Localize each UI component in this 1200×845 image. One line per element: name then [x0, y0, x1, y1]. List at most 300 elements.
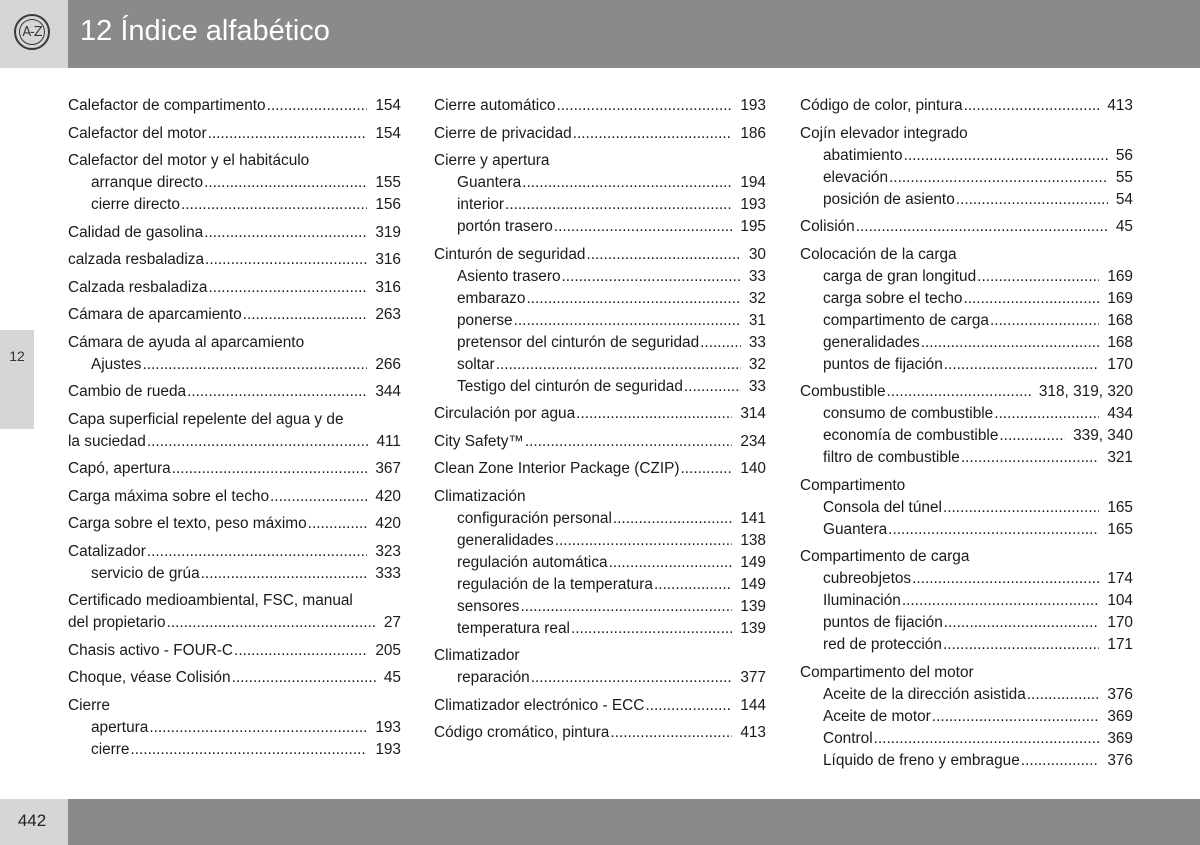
index-page-ref: 144 — [740, 696, 766, 714]
index-term: compartimento de carga — [823, 311, 989, 329]
dot-leader — [208, 123, 368, 145]
index-term: generalidades — [823, 333, 920, 351]
index-subentry — [434, 376, 766, 398]
index-subentry — [800, 288, 1133, 310]
index-term: interior — [457, 196, 505, 213]
index-term: Choque, véase Colisión — [68, 669, 231, 686]
index-term: calzada resbaladiza — [68, 251, 205, 268]
index-term: economía de combustible — [823, 427, 999, 444]
index-subentry — [434, 574, 766, 596]
index-term: Iluminación — [823, 592, 901, 609]
dot-leader — [961, 447, 1099, 469]
index-page-ref: 149 — [740, 553, 766, 571]
index-term: Guantera — [823, 520, 888, 538]
index-entry — [434, 458, 766, 480]
index-term: Ajustes — [91, 355, 142, 373]
index-heading: Climatizador — [434, 647, 520, 664]
index-page-ref: 434 — [1107, 405, 1133, 422]
dot-leader — [204, 222, 367, 244]
dot-leader — [912, 568, 1099, 590]
index-entry — [800, 216, 1133, 238]
dot-leader — [149, 717, 367, 739]
index-heading: Colocación de la carga — [800, 245, 957, 263]
index-page-ref: 420 — [375, 515, 401, 532]
page-header — [0, 0, 1200, 68]
index-subentry — [68, 194, 401, 216]
dot-leader — [888, 519, 1099, 541]
index-page-ref: 32 — [748, 355, 766, 373]
index-column-2 — [434, 95, 766, 750]
index-term: posición de asiento — [823, 190, 955, 208]
index-entry — [68, 590, 401, 634]
index-page-ref: 316 — [375, 251, 401, 268]
index-page-ref: 54 — [1115, 190, 1133, 208]
dot-leader — [147, 541, 367, 563]
dot-leader — [977, 266, 1099, 288]
index-subentry — [800, 750, 1133, 772]
index-row — [68, 458, 401, 480]
dot-leader — [187, 381, 367, 403]
index-term: Código de color, pintura — [800, 97, 963, 114]
index-subentry — [800, 145, 1133, 167]
index-page-ref: 170 — [1107, 614, 1133, 631]
index-entry — [68, 381, 401, 403]
index-row — [434, 695, 766, 717]
index-page-ref: 171 — [1107, 636, 1133, 653]
dot-leader — [525, 431, 733, 453]
index-entry — [68, 304, 401, 326]
index-entry — [800, 475, 1133, 541]
index-subentry — [434, 667, 766, 689]
index-subentry — [800, 706, 1133, 728]
index-page-ref: 30 — [748, 245, 766, 263]
index-term: cierre — [91, 740, 130, 758]
index-heading: Compartimento del motor — [800, 663, 974, 681]
index-row — [68, 222, 401, 244]
index-term: Catalizador — [68, 542, 146, 560]
index-term: red de protección — [823, 636, 942, 653]
index-row — [434, 244, 766, 266]
dot-leader — [681, 458, 733, 480]
dot-leader — [526, 288, 740, 310]
index-page-ref: 316 — [375, 278, 401, 296]
index-term: Clean Zone Interior Package (CZIP) — [434, 460, 680, 477]
index-heading: Certificado medioambiental, FSC, manual — [68, 592, 353, 609]
index-entry — [68, 458, 401, 480]
index-subentry — [800, 167, 1133, 189]
index-column-1 — [68, 95, 401, 766]
index-heading: Cierre y apertura — [434, 152, 550, 169]
index-row — [800, 381, 1133, 403]
index-term: carga sobre el techo — [823, 289, 963, 307]
page-footer — [0, 799, 1200, 845]
index-page-ref: 205 — [375, 641, 401, 659]
index-subentry — [68, 354, 401, 376]
dot-leader — [994, 403, 1099, 425]
dot-leader — [531, 667, 733, 689]
dot-leader — [573, 123, 733, 145]
index-page-ref: 139 — [740, 597, 766, 615]
index-page-ref: 367 — [375, 460, 401, 477]
dot-leader — [562, 266, 741, 288]
index-subentry — [434, 216, 766, 238]
index-row — [434, 123, 766, 145]
dot-leader — [576, 403, 732, 425]
index-page-ref: 169 — [1107, 289, 1133, 307]
dot-leader — [944, 612, 1100, 634]
index-row — [434, 403, 766, 425]
index-entry — [434, 695, 766, 717]
index-term: la suciedad — [68, 432, 146, 450]
dot-leader — [956, 189, 1108, 211]
index-term: del propietario — [68, 614, 166, 631]
index-page-ref: 154 — [375, 97, 401, 114]
index-heading: Calefactor del motor y el habitáculo — [68, 152, 310, 169]
dot-leader — [496, 354, 741, 376]
index-term: soltar — [457, 355, 495, 373]
index-row — [68, 123, 401, 145]
index-subentry — [68, 563, 401, 585]
dot-leader — [556, 95, 732, 117]
index-page-ref: 139 — [740, 619, 766, 637]
index-page-ref: 411 — [376, 432, 401, 450]
index-entry — [68, 222, 401, 244]
index-column-3 — [800, 95, 1133, 777]
index-subentry — [434, 332, 766, 354]
dot-leader — [700, 332, 741, 354]
dot-leader — [234, 640, 367, 662]
dot-leader — [887, 381, 1031, 403]
index-page-ref: 193 — [740, 97, 766, 114]
index-page-ref: 174 — [1107, 570, 1133, 587]
index-entry — [434, 486, 766, 640]
dot-leader — [902, 590, 1099, 612]
dot-leader — [856, 216, 1108, 238]
index-heading: Cámara de ayuda al aparcamiento — [68, 333, 305, 351]
dot-leader — [205, 249, 367, 271]
index-page-ref: 195 — [740, 218, 766, 235]
index-entry — [434, 244, 766, 398]
index-heading: Compartimento de carga — [800, 548, 970, 565]
dot-leader — [684, 376, 741, 398]
index-page-ref: 170 — [1107, 355, 1133, 373]
index-entry — [68, 409, 401, 453]
index-row — [68, 612, 401, 634]
index-subentry — [800, 497, 1133, 519]
index-page-ref: 33 — [748, 333, 766, 351]
dot-leader — [889, 167, 1108, 189]
index-term: Cinturón de seguridad — [434, 245, 586, 263]
index-page-ref: 186 — [740, 124, 766, 142]
chapter-tab-label: 12 — [9, 348, 25, 364]
index-page-ref: 27 — [383, 614, 401, 631]
index-subentry — [800, 189, 1133, 211]
index-term: filtro de combustible — [823, 449, 960, 466]
dot-leader — [172, 458, 368, 480]
index-subentry — [800, 310, 1133, 332]
index-term: elevación — [823, 168, 889, 186]
dot-leader — [204, 172, 367, 194]
dot-leader — [505, 194, 732, 216]
index-term: Colisión — [800, 218, 855, 235]
index-page-ref: 321 — [1107, 449, 1133, 466]
index-page-ref: 376 — [1107, 751, 1133, 769]
index-page-ref: 155 — [375, 174, 401, 191]
dot-leader — [921, 332, 1100, 354]
index-term: cubreobjetos — [823, 570, 912, 587]
dot-leader — [654, 574, 732, 596]
index-subentry — [800, 684, 1133, 706]
index-term: Testigo del cinturón de seguridad — [457, 377, 683, 395]
index-term: Cierre automático — [434, 97, 556, 114]
index-term: embarazo — [457, 289, 526, 307]
index-row — [68, 431, 401, 453]
index-subentry — [800, 354, 1133, 376]
index-subentry — [800, 425, 1133, 447]
index-page-ref: 376 — [1107, 685, 1133, 703]
index-term: puntos de fijación — [823, 614, 943, 631]
index-entry — [434, 403, 766, 425]
dot-leader — [522, 172, 732, 194]
index-page-ref: 32 — [748, 289, 766, 307]
index-page-ref: 154 — [375, 124, 401, 142]
index-term: Capó, apertura — [68, 460, 171, 477]
index-term: Cámara de aparcamiento — [68, 306, 242, 323]
index-term: arranque directo — [91, 174, 204, 191]
dot-leader — [990, 310, 1099, 332]
index-page-ref: 266 — [375, 355, 401, 373]
index-term: Asiento trasero — [457, 267, 561, 285]
index-entry — [68, 277, 401, 299]
index-term: Climatizador electrónico - ECC — [434, 696, 645, 714]
index-page-ref: 193 — [375, 718, 401, 736]
index-page-ref: 420 — [375, 487, 401, 505]
index-entry — [800, 123, 1133, 211]
index-term: Control — [823, 729, 873, 747]
index-term: Código cromático, pintura — [434, 724, 610, 741]
index-term: portón trasero — [457, 218, 553, 235]
index-term: Consola del túnel — [823, 498, 942, 516]
index-entry — [434, 150, 766, 238]
index-row — [68, 640, 401, 662]
index-row — [434, 431, 766, 453]
dot-leader — [555, 530, 733, 552]
dot-leader — [999, 425, 1065, 447]
index-row — [68, 381, 401, 403]
dot-leader — [943, 497, 1099, 519]
index-subentry — [434, 288, 766, 310]
dot-leader — [142, 354, 367, 376]
index-row — [68, 249, 401, 271]
index-page-ref: 369 — [1107, 729, 1133, 747]
index-page-ref: 369 — [1107, 707, 1133, 725]
index-page-ref: 323 — [375, 542, 401, 560]
index-page-ref: 339, 340 — [1073, 427, 1133, 444]
index-term: Cambio de rueda — [68, 383, 187, 400]
index-entry — [434, 431, 766, 453]
dot-leader — [147, 431, 369, 453]
index-entry — [68, 541, 401, 585]
dot-leader — [904, 145, 1108, 167]
index-row — [68, 667, 401, 689]
index-entry — [434, 722, 766, 744]
dot-leader — [167, 612, 376, 634]
dot-leader — [586, 244, 740, 266]
index-term: consumo de combustible — [823, 405, 994, 422]
index-page-ref: 33 — [748, 377, 766, 395]
index-subentry — [434, 172, 766, 194]
chapter-side-tab — [0, 330, 34, 429]
index-entry — [800, 381, 1133, 469]
index-term: carga de gran longitud — [823, 267, 977, 285]
index-page-ref: 33 — [748, 267, 766, 285]
index-entry — [68, 667, 401, 689]
index-subentry — [800, 447, 1133, 469]
index-entry — [800, 95, 1133, 117]
dot-leader — [645, 695, 732, 717]
index-entry — [68, 249, 401, 271]
index-subentry — [68, 739, 401, 761]
index-term: Carga sobre el texto, peso máximo — [68, 515, 307, 532]
index-heading: Capa superficial repelente del agua y de — [68, 410, 344, 428]
index-subentry — [800, 568, 1133, 590]
dot-leader — [610, 722, 732, 744]
index-entry — [68, 513, 401, 535]
index-term: regulación automática — [457, 553, 608, 571]
dot-leader — [270, 486, 367, 508]
index-term: City Safety™ — [434, 432, 524, 450]
index-term: Guantera — [457, 174, 522, 191]
page-title: 12 Índice alfabético — [80, 15, 330, 47]
header-logo-tab — [0, 0, 68, 68]
dot-leader — [943, 634, 1099, 656]
index-term: Carga máxima sobre el techo — [68, 487, 270, 505]
dot-leader — [1021, 750, 1100, 772]
index-row — [800, 216, 1133, 238]
index-page-ref: 104 — [1107, 592, 1133, 609]
index-entry — [68, 695, 401, 761]
index-heading: Cojín elevador integrado — [800, 124, 968, 142]
index-entry — [434, 123, 766, 145]
dot-leader — [181, 194, 367, 216]
index-term: Calefactor del motor — [68, 124, 207, 142]
index-entry — [68, 486, 401, 508]
dot-leader — [243, 304, 368, 326]
index-page-ref: 56 — [1115, 146, 1133, 164]
index-row — [68, 277, 401, 299]
index-term: apertura — [91, 718, 149, 736]
index-subentry — [68, 717, 401, 739]
index-page-ref: 263 — [375, 306, 401, 323]
index-subentry — [434, 310, 766, 332]
index-term: Calzada resbaladiza — [68, 278, 208, 296]
index-term: servicio de grúa — [91, 564, 200, 582]
index-page-ref: 31 — [748, 311, 766, 329]
index-term: Líquido de freno y embrague — [823, 751, 1020, 769]
dot-leader — [613, 508, 732, 530]
index-page-ref: 413 — [1107, 97, 1133, 114]
index-entry — [68, 150, 401, 216]
index-page-ref: 168 — [1107, 333, 1133, 351]
index-term: Calefactor de compartimento — [68, 97, 266, 114]
index-term: sensores — [457, 597, 520, 615]
dot-leader — [130, 739, 367, 761]
index-subentry — [800, 403, 1133, 425]
index-subentry — [434, 508, 766, 530]
index-row — [68, 304, 401, 326]
index-page-ref: 194 — [740, 174, 766, 191]
index-row — [800, 95, 1133, 117]
index-subentry — [434, 530, 766, 552]
index-subentry — [434, 618, 766, 640]
index-entry — [68, 123, 401, 145]
dot-leader — [514, 310, 741, 332]
index-term: configuración personal — [457, 509, 612, 527]
index-subentry — [800, 612, 1133, 634]
az-index-icon: A-Z — [14, 14, 50, 50]
index-page-ref: 140 — [740, 460, 766, 477]
dot-leader — [963, 288, 1099, 310]
index-page-ref: 45 — [1115, 218, 1133, 235]
index-heading: Climatización — [434, 487, 526, 505]
index-page-ref: 314 — [740, 405, 766, 422]
index-page-ref: 413 — [740, 724, 766, 741]
index-subentry — [68, 172, 401, 194]
index-page-ref: 138 — [740, 531, 766, 549]
index-term: Circulación por agua — [434, 405, 576, 422]
index-term: pretensor del cinturón de seguridad — [457, 333, 700, 351]
index-term: reparación — [457, 669, 530, 686]
index-page-ref: 193 — [375, 740, 401, 758]
dot-leader — [201, 563, 368, 585]
footer-tab — [0, 799, 68, 845]
index-term: Cierre de privacidad — [434, 124, 572, 142]
index-subentry — [434, 354, 766, 376]
index-term: puntos de fijación — [823, 355, 943, 373]
index-page-ref: 319 — [375, 223, 401, 241]
page-number: 442 — [17, 811, 47, 830]
dot-leader — [208, 277, 367, 299]
dot-leader — [944, 354, 1100, 376]
index-page-ref: 141 — [740, 509, 766, 527]
index-term: ponerse — [457, 311, 513, 329]
index-page-ref: 55 — [1115, 168, 1133, 186]
dot-leader — [308, 513, 368, 535]
index-entry — [68, 332, 401, 376]
index-subentry — [800, 519, 1133, 541]
index-entry — [434, 95, 766, 117]
index-page-ref: 333 — [375, 564, 401, 582]
index-row — [434, 722, 766, 744]
index-term: cierre directo — [91, 196, 180, 213]
dot-leader — [554, 216, 732, 238]
dot-leader — [267, 95, 368, 117]
index-page-ref: 193 — [740, 196, 766, 213]
index-subentry — [434, 266, 766, 288]
dot-leader — [520, 596, 732, 618]
dot-leader — [571, 618, 732, 640]
index-page-ref: 156 — [375, 196, 401, 213]
index-heading: Cierre — [68, 696, 110, 714]
index-row — [434, 95, 766, 117]
index-page-ref: 165 — [1107, 498, 1133, 516]
index-term: generalidades — [457, 531, 554, 549]
index-page-ref: 234 — [740, 432, 766, 450]
index-term: Aceite de motor — [823, 707, 931, 725]
index-subentry — [800, 634, 1133, 656]
index-row — [434, 458, 766, 480]
index-page-ref: 168 — [1107, 311, 1133, 329]
